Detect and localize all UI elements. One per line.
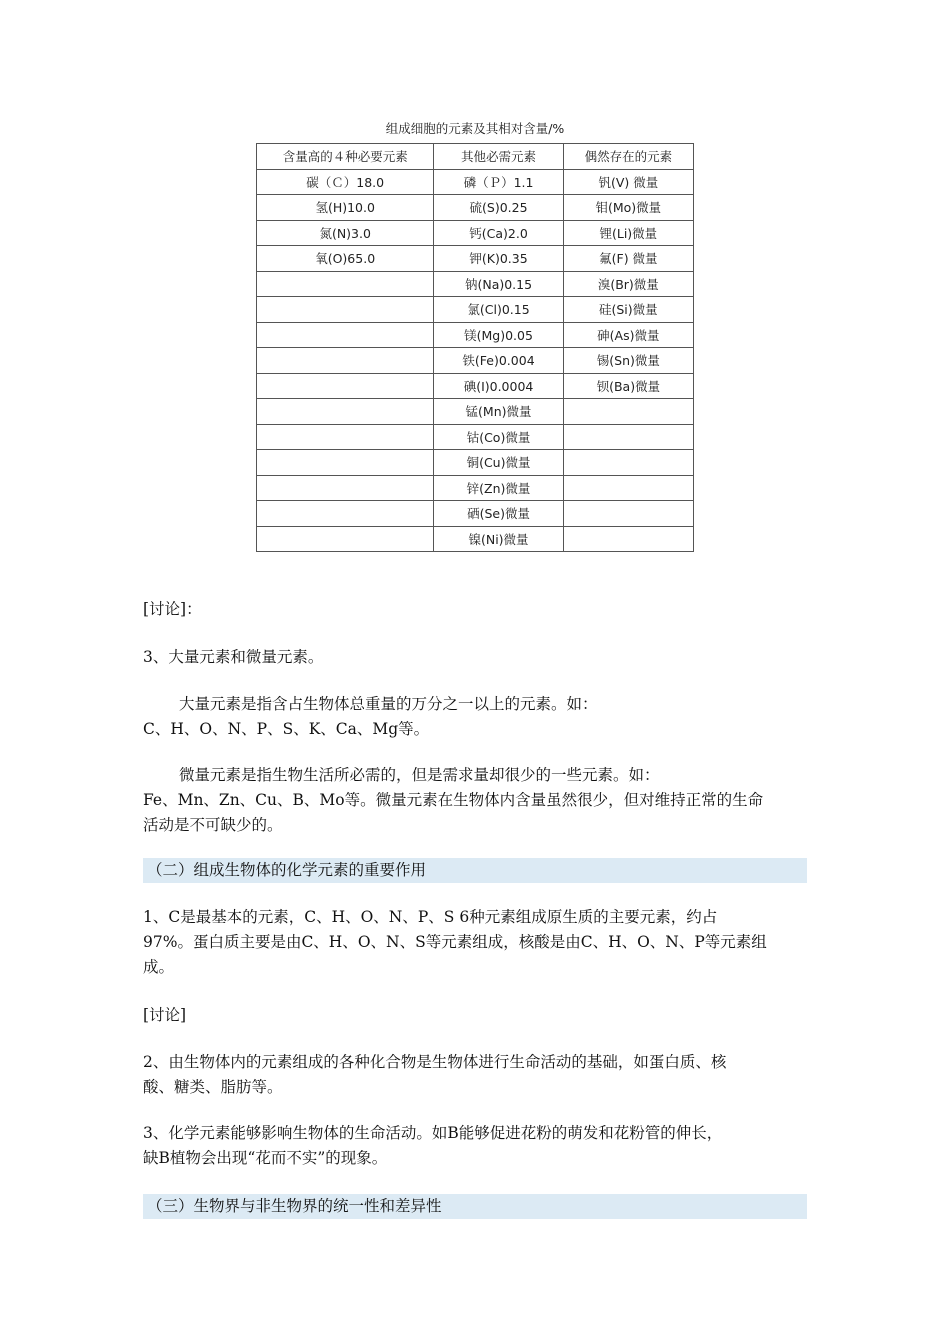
table-cell: 硒(Se)微量: [434, 501, 563, 527]
table-cell: [257, 501, 434, 527]
table-cell: 钾(K)0.35: [434, 246, 563, 272]
macro-line-1: 大量元素是指含占生物体总重量的万分之一以上的元素。如：: [179, 695, 598, 713]
table-cell: 砷(As)微量: [563, 322, 693, 348]
p3-line-2: 缺B植物会出现“花而不实”的现象。: [143, 1149, 388, 1167]
table-cell: [257, 526, 434, 552]
table-cell: [563, 399, 693, 425]
table-cell: 锂(Li)微量: [563, 220, 693, 246]
table-cell: [563, 475, 693, 501]
table-cell: 氮(N)3.0: [257, 220, 434, 246]
table-cell: 钒(V) 微量: [563, 169, 693, 195]
table-cell: 硫(S)0.25: [434, 195, 563, 221]
table-row: [257, 169, 694, 195]
section-heading-3: （三）生物界与非生物界的统一性和差异性: [143, 1194, 807, 1219]
table-title: 组成细胞的元素及其相对含量/%: [385, 121, 565, 136]
table-cell: 碳（Ｃ）18.0: [257, 169, 434, 195]
table-cell: [563, 501, 693, 527]
table-cell: [257, 373, 434, 399]
table-row: [257, 399, 694, 425]
table-cell: 钼(Mo)微量: [563, 195, 693, 221]
table-cell: 锌(Zn)微量: [434, 475, 563, 501]
table-body: [257, 169, 694, 552]
table-row: [257, 475, 694, 501]
table-cell: 碘(I)0.0004: [434, 373, 563, 399]
table-cell: [257, 297, 434, 323]
table-row: [257, 501, 694, 527]
table-row: [257, 450, 694, 476]
paragraph-1: [143, 905, 807, 980]
point3-title: 3、大量元素和微量元素。: [143, 648, 324, 666]
p1-line-3: 成。: [143, 958, 175, 976]
paragraph-2: [143, 1050, 807, 1100]
section-heading-2: （二）组成生物体的化学元素的重要作用: [143, 858, 807, 883]
p2-line-1: 2、由生物体内的元素组成的各种化合物是生物体进行生命活动的基础，如蛋白质、核: [143, 1053, 727, 1071]
table-cell: [563, 526, 693, 552]
table-cell: 氧(O)65.0: [257, 246, 434, 272]
table-cell: [563, 450, 693, 476]
micro-elements-paragraph: [143, 763, 807, 838]
table-cell: 钙(Ca)2.0: [434, 220, 563, 246]
p1-line-1: 1、C是最基本的元素，C、H、O、N、P、S 6种元素组成原生质的主要元素，约占: [143, 908, 718, 926]
table-cell: 氢(H)10.0: [257, 195, 434, 221]
table-row: [257, 195, 694, 221]
discussion-label-2: [讨论]: [143, 1006, 187, 1024]
table-cell: 钴(Co)微量: [434, 424, 563, 450]
table-row: [257, 526, 694, 552]
table-cell: 硅(Si)微量: [563, 297, 693, 323]
table-cell: [257, 271, 434, 297]
table-cell: [257, 322, 434, 348]
table-cell: [257, 399, 434, 425]
table-cell: 铁(Fe)0.004: [434, 348, 563, 374]
micro-line-2: Fe、Mn、Zn、Cu、B、Mo等。微量元素在生物体内含量虽然很少，但对维持正常的生命: [143, 791, 764, 809]
micro-line-1: 微量元素是指生物生活所必需的，但是需求量却很少的一些元素。如：: [179, 766, 660, 784]
paragraph-3: [143, 1121, 807, 1171]
table-row: [257, 246, 694, 272]
table-row: [257, 271, 694, 297]
table-cell: 磷（Ｐ）1.1: [434, 169, 563, 195]
table-cell: 氯(Cl)0.15: [434, 297, 563, 323]
table-cell: 氟(F) 微量: [563, 246, 693, 272]
table-cell: 锡(Sn)微量: [563, 348, 693, 374]
p2-line-2: 酸、糖类、脂肪等。: [143, 1078, 283, 1096]
header-major-elements: 含量高的４种必要元素: [257, 144, 434, 170]
table-cell: [257, 475, 434, 501]
table-cell: [257, 348, 434, 374]
table-row: [257, 322, 694, 348]
p3-line-1: 3、化学元素能够影响生物体的生命活动。如B能够促进花粉的萌发和花粉管的伸长，: [143, 1124, 723, 1142]
table-row: [257, 297, 694, 323]
table-cell: 铜(Cu)微量: [434, 450, 563, 476]
macro-elements-paragraph: [143, 692, 807, 742]
table-row: [257, 373, 694, 399]
header-incidental: 偶然存在的元素: [563, 144, 693, 170]
micro-line-3: 活动是不可缺少的。: [143, 816, 283, 834]
table-row: [257, 348, 694, 374]
table-cell: [257, 424, 434, 450]
elements-table: [256, 143, 694, 552]
table-header-row: [257, 144, 694, 170]
table-row: [257, 424, 694, 450]
table-cell: 锰(Mn)微量: [434, 399, 563, 425]
macro-line-2: C、H、O、N、P、S、K、Ca、Mg等。: [143, 720, 430, 738]
table-row: [257, 220, 694, 246]
table-cell: 钡(Ba)微量: [563, 373, 693, 399]
table-cell: 溴(Br)微量: [563, 271, 693, 297]
header-other-essential: 其他必需元素: [434, 144, 563, 170]
p1-line-2: 97%。蛋白质主要是由C、H、O、N、S等元素组成，核酸是由C、H、O、N、P等元素组: [143, 933, 767, 951]
table-cell: 镍(Ni)微量: [434, 526, 563, 552]
table-cell: 钠(Na)0.15: [434, 271, 563, 297]
table-cell: 镁(Mg)0.05: [434, 322, 563, 348]
table-cell: [257, 450, 434, 476]
table-cell: [563, 424, 693, 450]
discussion-label: [讨论]：: [143, 600, 202, 618]
